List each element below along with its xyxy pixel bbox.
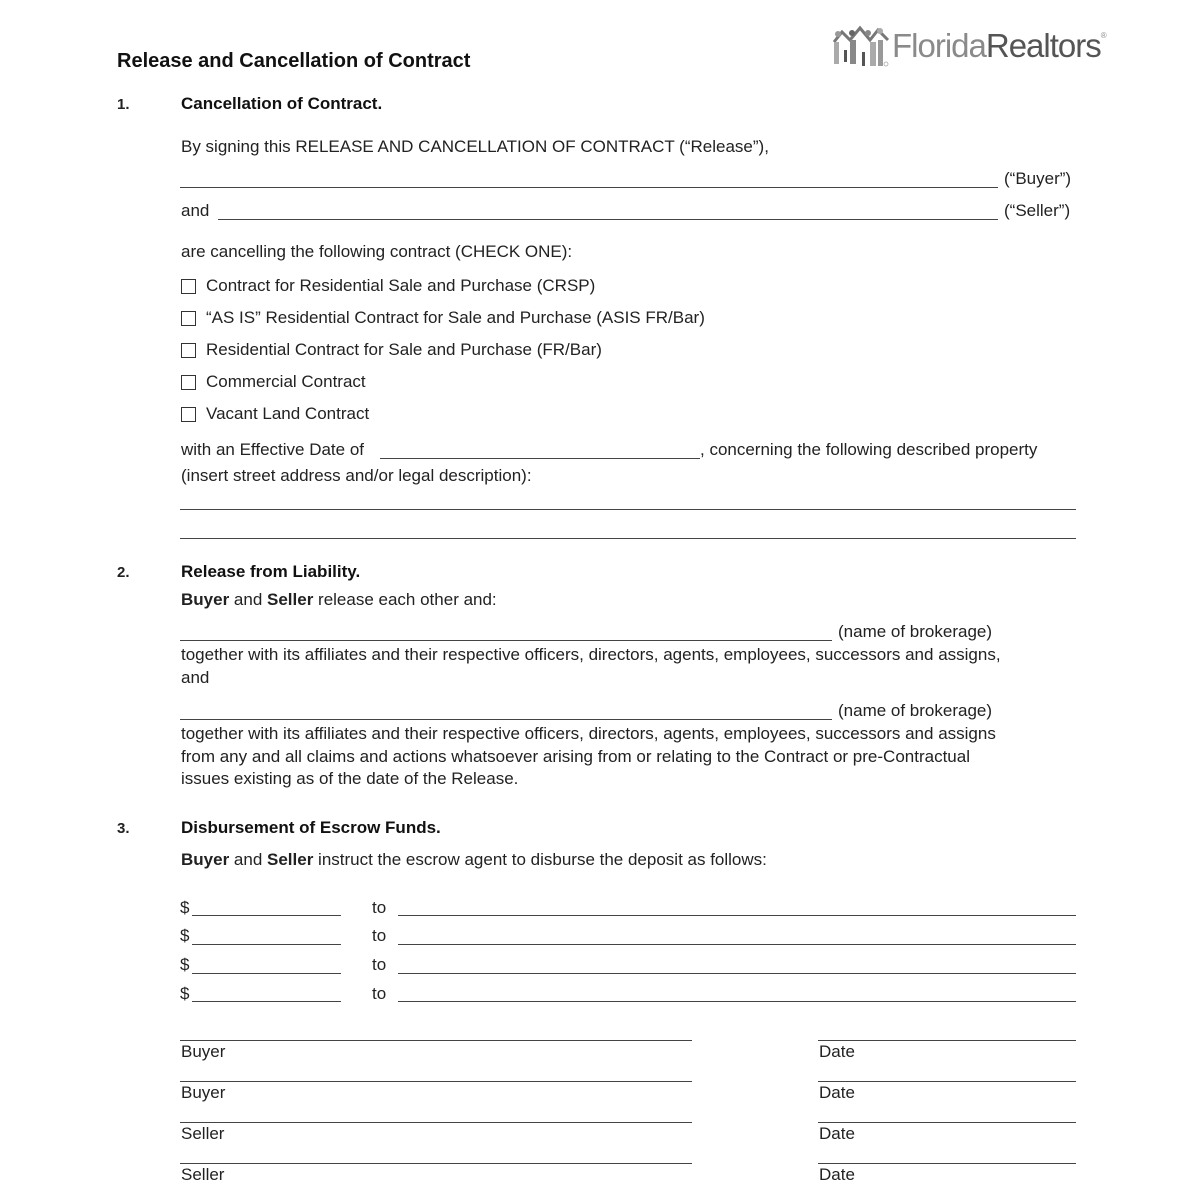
signature-4-date-label: Date bbox=[819, 1165, 855, 1184]
effective-date-suffix: , concerning the following described property bbox=[700, 440, 1038, 459]
document-title: Release and Cancellation of Contract bbox=[117, 50, 471, 72]
escrow-row-3-to: to bbox=[372, 955, 387, 974]
checkbox-asis[interactable] bbox=[181, 311, 196, 326]
signature-3-line[interactable] bbox=[180, 1122, 692, 1123]
seller-name-field[interactable] bbox=[218, 219, 998, 220]
option-vacant-land-label: Vacant Land Contract bbox=[206, 404, 370, 423]
houses-people-icon bbox=[830, 24, 890, 68]
seller-bold: Seller bbox=[267, 850, 314, 869]
brokerage-1-field[interactable] bbox=[180, 640, 832, 641]
brokerage-1-label: (name of brokerage) bbox=[838, 622, 993, 641]
signature-3-label: Seller bbox=[181, 1124, 225, 1143]
signature-3-date-line[interactable] bbox=[818, 1122, 1076, 1123]
check-one-prompt: are cancelling the following contract (CHECK ONE): bbox=[181, 242, 573, 261]
release-rest-text: release each other and: bbox=[313, 590, 497, 609]
option-asis-label: “AS IS” Residential Contract for Sale and Purchase (ASIS FR/Bar) bbox=[206, 308, 705, 327]
property-note: (insert street address and/or legal description): bbox=[181, 466, 532, 485]
section-2-number: 2. bbox=[117, 564, 130, 581]
signature-1-date-line[interactable] bbox=[818, 1040, 1076, 1041]
escrow-row-2-to: to bbox=[372, 926, 387, 945]
section-1-number: 1. bbox=[117, 96, 130, 113]
signature-2-label: Buyer bbox=[181, 1083, 226, 1102]
registered-mark: ® bbox=[1100, 31, 1106, 40]
buyer-bold: Buyer bbox=[181, 850, 230, 869]
buyer-bold: Buyer bbox=[181, 590, 230, 609]
and-text: and bbox=[229, 850, 267, 869]
escrow-row-1-recipient-field[interactable] bbox=[398, 915, 1076, 916]
property-description-line-1[interactable] bbox=[180, 509, 1076, 510]
affiliates-2-line-3: issues existing as of the date of the Release. bbox=[181, 769, 519, 788]
escrow-row-3-currency: $ bbox=[180, 955, 190, 974]
section-1-heading: Cancellation of Contract. bbox=[181, 94, 383, 113]
section-3-heading: Disbursement of Escrow Funds. bbox=[181, 818, 441, 837]
escrow-row-4-to: to bbox=[372, 984, 387, 1003]
buyer-name-field[interactable] bbox=[180, 187, 998, 188]
release-intro-text: By signing this RELEASE AND CANCELLATION OF CONTRACT (“Release”), bbox=[181, 137, 769, 156]
escrow-row-1-to: to bbox=[372, 898, 387, 917]
effective-date-prefix: with an Effective Date of bbox=[181, 440, 365, 459]
escrow-row-4-currency: $ bbox=[180, 984, 190, 1003]
brokerage-2-label: (name of brokerage) bbox=[838, 701, 993, 720]
escrow-row-2-amount-field[interactable] bbox=[192, 944, 341, 945]
escrow-row-3-amount-field[interactable] bbox=[192, 973, 341, 974]
section-2-heading: Release from Liability. bbox=[181, 562, 361, 581]
escrow-row-1-currency: $ bbox=[180, 898, 190, 917]
checkbox-fr-bar[interactable] bbox=[181, 343, 196, 358]
florida-realtors-logo bbox=[830, 22, 1106, 70]
affiliates-1-line-1: together with its affiliates and their respective officers, directors, agents, employees, successors and assigns, bbox=[181, 645, 1001, 664]
seller-label: (“Seller”) bbox=[1004, 201, 1071, 220]
signature-2-date-label: Date bbox=[819, 1083, 855, 1102]
logo-text-florida: Florida bbox=[892, 27, 986, 64]
signature-3-date-label: Date bbox=[819, 1124, 855, 1143]
option-commercial-label: Commercial Contract bbox=[206, 372, 366, 391]
logo-text-realtors: Realtors bbox=[985, 27, 1101, 64]
signature-2-line[interactable] bbox=[180, 1081, 692, 1082]
signature-2-date-line[interactable] bbox=[818, 1081, 1076, 1082]
affiliates-1-line-2: and bbox=[181, 668, 210, 687]
signature-1-label: Buyer bbox=[181, 1042, 226, 1061]
affiliates-2-line-1: together with its affiliates and their respective officers, directors, agents, employees, successors and assigns bbox=[181, 724, 996, 743]
escrow-row-4-amount-field[interactable] bbox=[192, 1001, 341, 1002]
signature-4-line[interactable] bbox=[180, 1163, 692, 1164]
brokerage-2-field[interactable] bbox=[180, 719, 832, 720]
escrow-instruction-text bbox=[181, 850, 767, 870]
escrow-row-3-recipient-field[interactable] bbox=[398, 973, 1076, 974]
checkbox-commercial[interactable] bbox=[181, 375, 196, 390]
signature-4-label: Seller bbox=[181, 1165, 225, 1184]
seller-bold: Seller bbox=[267, 590, 314, 609]
escrow-row-2-recipient-field[interactable] bbox=[398, 944, 1076, 945]
and-label: and bbox=[181, 201, 210, 220]
signature-1-line[interactable] bbox=[180, 1040, 692, 1041]
option-fr-bar-label: Residential Contract for Sale and Purchase (FR/Bar) bbox=[206, 340, 602, 359]
escrow-row-2-currency: $ bbox=[180, 926, 190, 945]
buyer-label: (“Buyer”) bbox=[1004, 169, 1072, 188]
affiliates-2-line-2: from any and all claims and actions whatsoever arising from or relating to the Contract or pre-Contractual bbox=[181, 747, 970, 766]
option-crsp-label: Contract for Residential Sale and Purchase (CRSP) bbox=[206, 276, 596, 295]
effective-date-field[interactable] bbox=[380, 458, 700, 459]
release-parties-text bbox=[181, 590, 497, 610]
escrow-row-4-recipient-field[interactable] bbox=[398, 1001, 1076, 1002]
logo-wordmark bbox=[892, 27, 1106, 65]
and-text: and bbox=[229, 590, 267, 609]
property-description-line-2[interactable] bbox=[180, 538, 1076, 539]
signature-4-date-line[interactable] bbox=[818, 1163, 1076, 1164]
checkbox-vacant-land[interactable] bbox=[181, 407, 196, 422]
escrow-rest-text: instruct the escrow agent to disburse the deposit as follows: bbox=[313, 850, 767, 869]
checkbox-crsp[interactable] bbox=[181, 279, 196, 294]
signature-1-date-label: Date bbox=[819, 1042, 855, 1061]
section-3-number: 3. bbox=[117, 820, 130, 837]
escrow-row-1-amount-field[interactable] bbox=[192, 915, 341, 916]
